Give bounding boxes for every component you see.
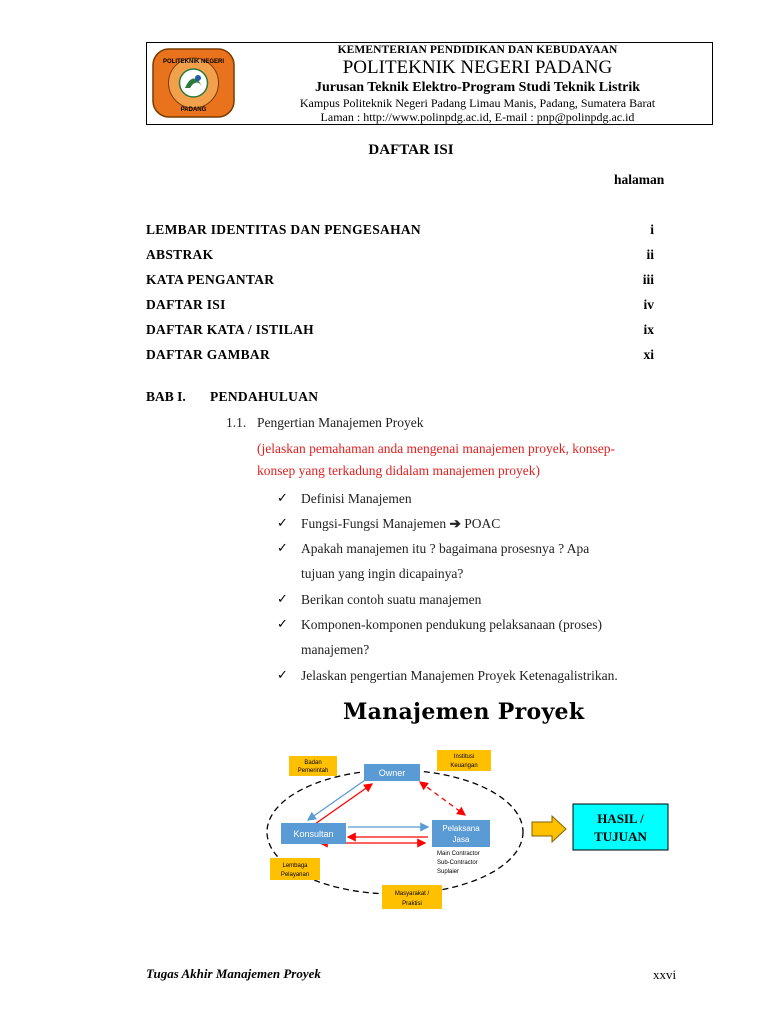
pelaksana-label: Pelaksana: [442, 824, 480, 833]
bullet-item: Jelaskan pengertian Manajemen Proyek Ketenagalistrikan.: [301, 668, 618, 683]
letterhead: [146, 42, 713, 125]
konsultan-label: Konsultan: [293, 829, 334, 839]
ministry-name: KEMENTERIAN PENDIDIKAN DAN KEBUDAYAAN: [337, 44, 618, 56]
bullet-item: Berikan contoh suatu manajemen: [301, 592, 482, 607]
masyarakat-label: Praktisi: [402, 901, 422, 907]
bullet-item-continuation: manajemen?: [301, 642, 370, 657]
masyarakat-praktisi-box: [382, 885, 442, 909]
institution-logo: [152, 48, 235, 118]
check-icon: ✓: [277, 490, 288, 505]
toc-entry-page: ix: [643, 322, 654, 337]
owner-label: Owner: [378, 768, 406, 778]
institusi-label: Keuangan: [450, 763, 478, 769]
toc-entry: [146, 297, 654, 317]
konsultan-node: [281, 823, 346, 844]
toc-entry-page: ii: [646, 247, 654, 262]
footer-title: Tugas Akhir Manajemen Proyek: [146, 966, 321, 981]
lembaga-label: Pelayanan: [280, 872, 310, 878]
contractor-label: Sub-Contractor: [437, 860, 478, 866]
owner-node: [364, 764, 420, 781]
lembaga-pelayanan-box: [270, 858, 320, 880]
result-label: HASIL /: [597, 811, 644, 826]
result-label: TUJUAN: [594, 829, 647, 844]
toc-entry-label: KATA PENGANTAR: [146, 272, 275, 287]
toc-entry-label: DAFTAR GAMBAR: [146, 347, 271, 362]
section-title: Pengertian Manajemen Proyek: [257, 415, 424, 430]
toc-entry: [146, 322, 654, 342]
bullet-item: [301, 516, 500, 532]
toc-entry-page: iv: [643, 297, 654, 312]
page-number: xxvi: [653, 967, 677, 982]
toc-entry-page: iii: [642, 272, 654, 287]
contact-info: Laman : http://www.polinpdg.ac.id, E-mail : pnp@polinpdg.ac.id: [320, 110, 635, 124]
result-arrow-icon: [532, 816, 566, 842]
toc-entry-label: DAFTAR KATA / ISTILAH: [146, 322, 314, 337]
campus-address: Kampus Politeknik Negeri Padang Limau Manis, Padang, Sumatera Barat: [299, 96, 656, 110]
check-icon: ✓: [277, 515, 288, 530]
chapter-number: BAB I.: [146, 389, 186, 404]
bullet-item: Komponen-komponen pendukung pelaksanaan (proses): [301, 617, 603, 632]
chapter-title: PENDAHULUAN: [210, 389, 319, 404]
check-icon: ✓: [277, 540, 288, 555]
toc-entry: [146, 347, 654, 367]
badan-label: Badan: [304, 760, 322, 766]
page-title: DAFTAR ISI: [368, 142, 454, 158]
result-box: [573, 804, 668, 850]
toc-entry: [146, 222, 654, 242]
logo-top-text: POLITEKNIK NEGERI: [162, 59, 225, 65]
check-icon: ✓: [277, 616, 288, 631]
bullet-text: Fungsi-Fungsi Manajemen: [301, 516, 447, 531]
instruction-note: konsep yang terkadung didalam manajemen proyek): [257, 463, 541, 478]
toc-entry: [146, 247, 654, 267]
konsultan-to-owner-arrow: [315, 784, 372, 824]
toc-entry-page: xi: [643, 347, 654, 362]
toc-entry-page: i: [650, 222, 654, 237]
bullet-item: Definisi Manajemen: [301, 491, 412, 506]
contractor-label: Main Contractor: [437, 851, 480, 857]
institusi-label: Institusi: [453, 754, 475, 760]
masyarakat-label: Masyarakat /: [394, 891, 430, 897]
owner-to-konsultan-arrow: [308, 778, 368, 820]
department-name: Jurusan Teknik Elektro-Program Studi Teknik Listrik: [314, 80, 641, 95]
toc-entry-label: DAFTAR ISI: [146, 297, 226, 312]
project-management-diagram: [260, 740, 680, 915]
pelaksana-label: Jasa: [452, 835, 470, 844]
owner-pelaksana-arrow: [420, 782, 465, 815]
badan-pemerintah-box: [289, 756, 337, 776]
bullet-item: Apakah manajemen itu ? bagaimana prosesnya ? Apa: [301, 541, 590, 556]
institusi-keuangan-box: [437, 750, 491, 771]
instruction-note: (jelaskan pemahaman anda mengenai manajemen proyek, konsep-: [257, 441, 615, 456]
pelaksana-node: [432, 820, 490, 847]
toc-entry: [146, 272, 654, 292]
toc-entry-label: ABSTRAK: [146, 247, 214, 262]
toc-entry-label: LEMBAR IDENTITAS DAN PENGESAHAN: [146, 222, 421, 237]
badan-label: Pemerintah: [297, 768, 329, 774]
institution-name: POLITEKNIK NEGERI PADANG: [342, 57, 613, 78]
section-number: 1.1.: [226, 415, 247, 430]
check-icon: ✓: [277, 591, 288, 606]
contractor-label: Suplaier: [437, 869, 460, 875]
bullet-suffix: POAC: [464, 516, 501, 531]
right-arrow-icon: ➔: [449, 516, 461, 531]
bullet-item-continuation: tujuan yang ingin dicapainya?: [301, 566, 464, 581]
logo-bottom-text: PADANG: [180, 107, 207, 113]
diagram-title: Manajemen Proyek: [343, 699, 585, 725]
lembaga-label: Lembaga: [282, 863, 308, 869]
page-column-label: halaman: [614, 172, 665, 187]
check-icon: ✓: [277, 667, 288, 682]
